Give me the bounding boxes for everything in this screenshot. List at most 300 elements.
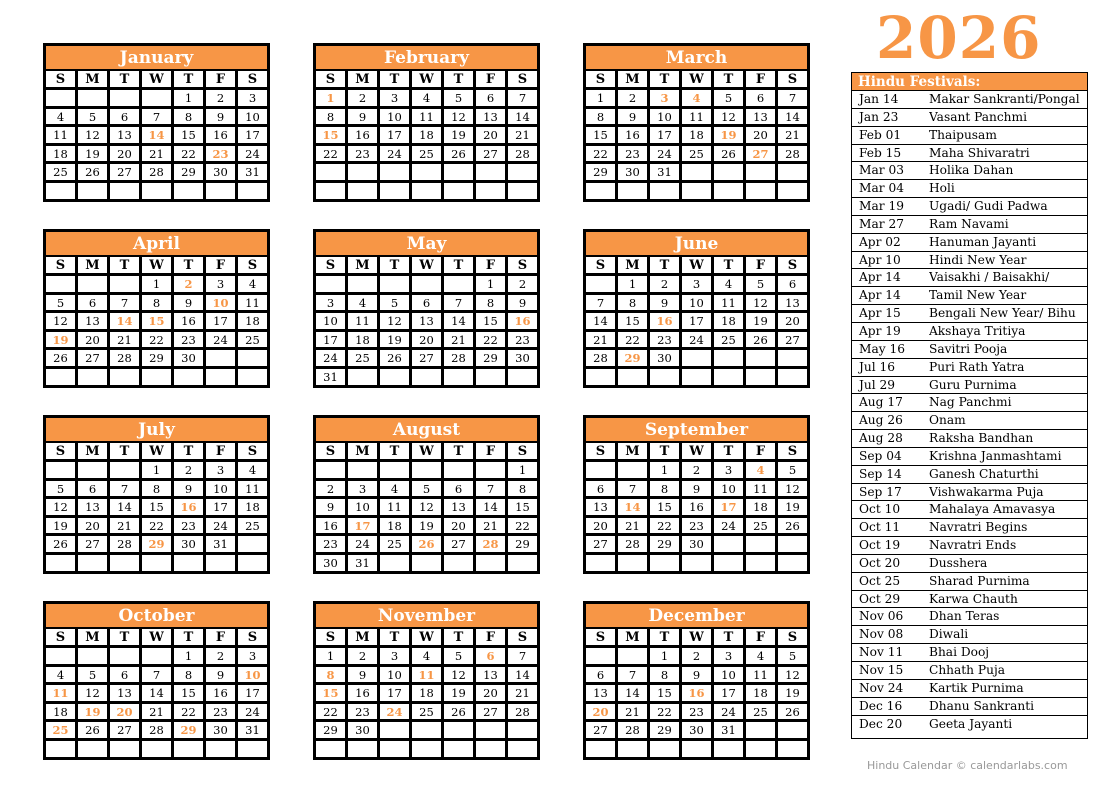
day-cell: 10 <box>316 313 345 329</box>
festival-day-cell: 16 <box>650 313 679 329</box>
day-cell: 24 <box>348 536 377 552</box>
month-title: April <box>46 232 267 255</box>
day-cell: 31 <box>348 555 377 571</box>
empty-day-cell <box>746 350 775 366</box>
weekday-header: T <box>714 629 743 645</box>
day-cell: 23 <box>348 704 377 720</box>
festival-row <box>852 234 1087 252</box>
day-cell: 12 <box>444 109 473 125</box>
day-cell: 16 <box>174 313 203 329</box>
empty-day-cell <box>206 183 235 199</box>
empty-day-cell <box>714 741 743 757</box>
empty-day-cell <box>110 648 139 664</box>
day-cell: 7 <box>444 295 473 311</box>
day-cell: 4 <box>46 109 75 125</box>
day-cell: 17 <box>380 127 409 143</box>
festival-name: Tamil New Year <box>929 288 1027 303</box>
festival-row <box>852 377 1087 395</box>
festival-name: Sharad Purnima <box>929 573 1030 588</box>
weekday-header: T <box>714 257 743 273</box>
empty-day-cell <box>110 741 139 757</box>
day-cell: 22 <box>476 332 505 348</box>
day-cell: 22 <box>586 146 615 162</box>
day-cell: 2 <box>316 481 345 497</box>
empty-day-cell <box>476 462 505 478</box>
day-cell: 28 <box>508 704 537 720</box>
empty-day-cell <box>206 741 235 757</box>
day-cell: 2 <box>206 648 235 664</box>
empty-day-cell <box>746 555 775 571</box>
day-cell: 8 <box>650 667 679 683</box>
day-cell: 8 <box>618 295 647 311</box>
day-cell: 13 <box>476 667 505 683</box>
day-cell: 18 <box>714 313 743 329</box>
weekday-header: W <box>142 443 171 459</box>
day-cell: 24 <box>316 350 345 366</box>
weekday-header: S <box>586 443 615 459</box>
day-cell: 4 <box>238 462 267 478</box>
day-cell: 11 <box>238 295 267 311</box>
day-cell: 13 <box>78 499 107 515</box>
day-cell: 9 <box>206 109 235 125</box>
empty-day-cell <box>618 741 647 757</box>
month-title: November <box>316 604 537 627</box>
day-cell: 18 <box>238 313 267 329</box>
empty-day-cell <box>316 164 345 180</box>
festival-date: Nov 08 <box>859 627 904 642</box>
festival-row <box>852 608 1087 626</box>
month-grid <box>46 69 267 199</box>
day-cell: 19 <box>778 499 807 515</box>
day-cell: 21 <box>476 518 505 534</box>
day-cell: 2 <box>682 648 711 664</box>
festival-name: Vasant Panchmi <box>929 109 1027 124</box>
day-cell: 12 <box>380 313 409 329</box>
day-cell: 18 <box>746 499 775 515</box>
weekday-header: M <box>78 71 107 87</box>
day-cell: 11 <box>238 481 267 497</box>
festival-row <box>852 269 1087 287</box>
month-title: June <box>586 232 807 255</box>
day-cell: 8 <box>142 481 171 497</box>
day-cell: 23 <box>618 146 647 162</box>
festival-date: Jul 29 <box>859 377 896 392</box>
day-cell: 3 <box>238 90 267 106</box>
day-cell: 25 <box>714 332 743 348</box>
day-cell: 26 <box>714 146 743 162</box>
day-cell: 23 <box>508 332 537 348</box>
day-cell: 6 <box>412 295 441 311</box>
day-cell: 17 <box>238 685 267 701</box>
day-cell: 13 <box>110 127 139 143</box>
month-july <box>43 415 270 574</box>
empty-day-cell <box>316 276 345 292</box>
day-cell: 17 <box>238 127 267 143</box>
empty-day-cell <box>174 741 203 757</box>
empty-day-cell <box>142 741 171 757</box>
day-cell: 22 <box>316 146 345 162</box>
month-april <box>43 229 270 388</box>
weekday-header: S <box>586 629 615 645</box>
festival-date: Mar 27 <box>859 216 904 231</box>
day-cell: 30 <box>508 350 537 366</box>
day-cell: 19 <box>78 146 107 162</box>
festival-day-cell: 27 <box>746 146 775 162</box>
weekday-header: S <box>238 71 267 87</box>
day-cell: 25 <box>380 536 409 552</box>
day-cell: 8 <box>476 295 505 311</box>
weekday-header: M <box>78 443 107 459</box>
day-cell: 29 <box>316 722 345 738</box>
day-cell: 9 <box>682 481 711 497</box>
day-cell: 11 <box>746 481 775 497</box>
weekday-header: F <box>206 71 235 87</box>
month-september <box>583 415 810 574</box>
weekday-header: T <box>444 443 473 459</box>
empty-day-cell <box>174 183 203 199</box>
day-cell: 21 <box>142 704 171 720</box>
empty-day-cell <box>778 741 807 757</box>
day-cell: 13 <box>586 685 615 701</box>
empty-day-cell <box>586 741 615 757</box>
festival-row <box>852 412 1087 430</box>
empty-day-cell <box>78 648 107 664</box>
day-cell: 19 <box>412 518 441 534</box>
day-cell: 21 <box>586 332 615 348</box>
day-cell: 22 <box>650 704 679 720</box>
day-cell: 25 <box>746 704 775 720</box>
festival-row <box>852 501 1087 519</box>
weekday-header: T <box>650 443 679 459</box>
empty-day-cell <box>316 741 345 757</box>
empty-day-cell <box>508 555 537 571</box>
empty-day-cell <box>348 369 377 385</box>
day-cell: 7 <box>110 295 139 311</box>
empty-day-cell <box>206 369 235 385</box>
weekday-header: T <box>110 629 139 645</box>
day-cell: 26 <box>46 350 75 366</box>
day-cell: 27 <box>586 722 615 738</box>
day-cell: 17 <box>714 685 743 701</box>
day-cell: 5 <box>78 667 107 683</box>
festival-day-cell: 16 <box>174 499 203 515</box>
day-cell: 19 <box>444 685 473 701</box>
empty-day-cell <box>476 369 505 385</box>
weekday-header: S <box>586 71 615 87</box>
day-cell: 19 <box>46 518 75 534</box>
empty-day-cell <box>348 741 377 757</box>
day-cell: 1 <box>586 90 615 106</box>
festival-date: Nov 24 <box>859 680 904 695</box>
day-cell: 24 <box>650 146 679 162</box>
weekday-header: S <box>778 71 807 87</box>
weekday-header: T <box>110 443 139 459</box>
festival-date: Nov 15 <box>859 663 904 677</box>
empty-day-cell <box>348 183 377 199</box>
empty-day-cell <box>380 369 409 385</box>
day-cell: 12 <box>46 313 75 329</box>
day-cell: 21 <box>778 127 807 143</box>
empty-day-cell <box>110 555 139 571</box>
empty-day-cell <box>746 369 775 385</box>
day-cell: 12 <box>78 685 107 701</box>
day-cell: 22 <box>142 332 171 348</box>
day-cell: 17 <box>380 685 409 701</box>
day-cell: 10 <box>682 295 711 311</box>
weekday-header: T <box>380 71 409 87</box>
day-cell: 24 <box>714 518 743 534</box>
festival-row <box>852 448 1087 466</box>
day-cell: 22 <box>316 704 345 720</box>
day-cell: 31 <box>238 722 267 738</box>
day-cell: 21 <box>508 127 537 143</box>
day-cell: 2 <box>174 462 203 478</box>
day-cell: 12 <box>714 109 743 125</box>
day-cell: 15 <box>650 685 679 701</box>
festival-day-cell: 24 <box>380 704 409 720</box>
festival-row <box>852 698 1087 716</box>
empty-day-cell <box>778 350 807 366</box>
empty-day-cell <box>650 555 679 571</box>
empty-day-cell <box>586 555 615 571</box>
day-cell: 30 <box>682 536 711 552</box>
festival-date: Apr 19 <box>859 323 901 338</box>
day-cell: 24 <box>238 704 267 720</box>
festival-date: Nov 06 <box>859 609 904 624</box>
weekday-header: F <box>746 71 775 87</box>
festival-day-cell: 14 <box>618 499 647 515</box>
festival-date: Sep 04 <box>859 448 902 463</box>
empty-day-cell <box>316 183 345 199</box>
month-title: February <box>316 46 537 69</box>
day-cell: 23 <box>174 332 203 348</box>
weekday-header: M <box>348 257 377 273</box>
empty-day-cell <box>444 276 473 292</box>
empty-day-cell <box>476 722 505 738</box>
day-cell: 9 <box>682 667 711 683</box>
weekday-header: W <box>682 443 711 459</box>
day-cell: 1 <box>508 462 537 478</box>
day-cell: 4 <box>348 295 377 311</box>
month-grid <box>586 255 807 385</box>
empty-day-cell <box>714 164 743 180</box>
day-cell: 31 <box>238 164 267 180</box>
day-cell: 9 <box>618 109 647 125</box>
festival-name: Vishwakarma Puja <box>929 484 1044 499</box>
empty-day-cell <box>206 350 235 366</box>
day-cell: 8 <box>316 109 345 125</box>
day-cell: 30 <box>206 722 235 738</box>
day-cell: 7 <box>476 481 505 497</box>
festival-date: Dec 16 <box>859 698 903 713</box>
empty-day-cell <box>746 183 775 199</box>
day-cell: 20 <box>110 146 139 162</box>
day-cell: 30 <box>348 722 377 738</box>
month-december <box>583 601 810 760</box>
day-cell: 10 <box>348 499 377 515</box>
month-grid <box>46 627 267 757</box>
festival-row <box>852 573 1087 591</box>
festival-name: Hindi New Year <box>929 252 1027 267</box>
day-cell: 15 <box>174 127 203 143</box>
empty-day-cell <box>238 350 267 366</box>
empty-day-cell <box>46 555 75 571</box>
day-cell: 24 <box>238 146 267 162</box>
day-cell: 12 <box>746 295 775 311</box>
empty-day-cell <box>46 183 75 199</box>
day-cell: 28 <box>508 146 537 162</box>
festivals-table <box>851 72 1088 739</box>
day-cell: 31 <box>650 164 679 180</box>
day-cell: 7 <box>778 90 807 106</box>
day-cell: 6 <box>586 667 615 683</box>
day-cell: 9 <box>316 499 345 515</box>
day-cell: 11 <box>380 499 409 515</box>
day-cell: 12 <box>46 499 75 515</box>
day-cell: 20 <box>778 313 807 329</box>
weekday-header: S <box>238 629 267 645</box>
weekday-header: F <box>206 443 235 459</box>
weekday-header: T <box>174 629 203 645</box>
empty-day-cell <box>238 183 267 199</box>
day-cell: 17 <box>206 499 235 515</box>
weekday-header: F <box>476 629 505 645</box>
weekday-header: S <box>316 71 345 87</box>
festival-date: Feb 15 <box>859 145 902 160</box>
day-cell: 24 <box>380 146 409 162</box>
empty-day-cell <box>412 164 441 180</box>
festival-date: Jan 23 <box>859 109 899 124</box>
day-cell: 21 <box>618 704 647 720</box>
empty-day-cell <box>380 276 409 292</box>
day-cell: 15 <box>174 685 203 701</box>
month-august <box>313 415 540 574</box>
empty-day-cell <box>618 462 647 478</box>
day-cell: 11 <box>348 313 377 329</box>
festival-day-cell: 23 <box>206 146 235 162</box>
day-cell: 21 <box>142 146 171 162</box>
day-cell: 18 <box>746 685 775 701</box>
day-cell: 5 <box>746 276 775 292</box>
festival-date: Mar 03 <box>859 163 904 178</box>
empty-day-cell <box>238 741 267 757</box>
day-cell: 18 <box>412 127 441 143</box>
day-cell: 13 <box>586 499 615 515</box>
weekday-header: M <box>78 629 107 645</box>
empty-day-cell <box>412 555 441 571</box>
festival-name: Savitri Pooja <box>929 341 1008 356</box>
weekday-header: W <box>682 71 711 87</box>
weekday-header: T <box>110 257 139 273</box>
weekday-header: S <box>316 257 345 273</box>
month-grid <box>316 69 537 199</box>
weekday-header: T <box>650 629 679 645</box>
weekday-header: M <box>348 629 377 645</box>
empty-day-cell <box>682 350 711 366</box>
day-cell: 10 <box>650 109 679 125</box>
empty-day-cell <box>174 555 203 571</box>
festival-day-cell: 20 <box>586 704 615 720</box>
empty-day-cell <box>618 648 647 664</box>
festival-day-cell: 17 <box>348 518 377 534</box>
festival-date: Jan 14 <box>859 92 899 106</box>
day-cell: 22 <box>174 146 203 162</box>
empty-day-cell <box>110 183 139 199</box>
weekday-header: F <box>476 71 505 87</box>
day-cell: 27 <box>110 722 139 738</box>
day-cell: 2 <box>348 90 377 106</box>
empty-day-cell <box>714 369 743 385</box>
empty-day-cell <box>46 369 75 385</box>
festival-name: Thaipusam <box>929 127 997 142</box>
day-cell: 17 <box>682 313 711 329</box>
weekday-header: F <box>746 443 775 459</box>
festival-name: Guru Purnima <box>929 377 1017 392</box>
day-cell: 22 <box>508 518 537 534</box>
day-cell: 11 <box>714 295 743 311</box>
day-cell: 2 <box>348 648 377 664</box>
weekday-header: W <box>682 629 711 645</box>
empty-day-cell <box>380 462 409 478</box>
festival-name: Hanuman Jayanti <box>929 234 1037 249</box>
day-cell: 19 <box>746 313 775 329</box>
empty-day-cell <box>238 369 267 385</box>
empty-day-cell <box>348 462 377 478</box>
festival-date: Aug 28 <box>859 431 903 446</box>
day-cell: 1 <box>174 648 203 664</box>
empty-day-cell <box>46 462 75 478</box>
weekday-header: F <box>746 257 775 273</box>
empty-day-cell <box>650 369 679 385</box>
weekday-header: S <box>508 257 537 273</box>
festival-name: Ram Navami <box>929 216 1009 231</box>
festival-row <box>852 127 1087 145</box>
empty-day-cell <box>78 741 107 757</box>
day-cell: 2 <box>650 276 679 292</box>
weekday-header: F <box>476 443 505 459</box>
day-cell: 20 <box>412 332 441 348</box>
day-cell: 29 <box>174 164 203 180</box>
day-cell: 2 <box>206 90 235 106</box>
festival-day-cell: 14 <box>142 127 171 143</box>
weekday-header: S <box>238 443 267 459</box>
festival-date: Oct 29 <box>859 591 901 606</box>
empty-day-cell <box>746 722 775 738</box>
month-grid <box>46 255 267 385</box>
day-cell: 29 <box>508 536 537 552</box>
day-cell: 30 <box>650 350 679 366</box>
day-cell: 3 <box>714 648 743 664</box>
day-cell: 23 <box>650 332 679 348</box>
festival-day-cell: 11 <box>412 667 441 683</box>
festival-day-cell: 11 <box>46 685 75 701</box>
empty-day-cell <box>412 741 441 757</box>
day-cell: 4 <box>380 481 409 497</box>
day-cell: 18 <box>380 518 409 534</box>
day-cell: 25 <box>348 350 377 366</box>
weekday-header: W <box>412 443 441 459</box>
day-cell: 17 <box>650 127 679 143</box>
day-cell: 13 <box>476 109 505 125</box>
month-grid <box>316 255 537 385</box>
day-cell: 28 <box>110 350 139 366</box>
festival-name: Puri Rath Yatra <box>929 359 1025 374</box>
empty-day-cell <box>778 722 807 738</box>
day-cell: 13 <box>412 313 441 329</box>
festival-row <box>852 394 1087 412</box>
day-cell: 6 <box>78 481 107 497</box>
day-cell: 8 <box>142 295 171 311</box>
